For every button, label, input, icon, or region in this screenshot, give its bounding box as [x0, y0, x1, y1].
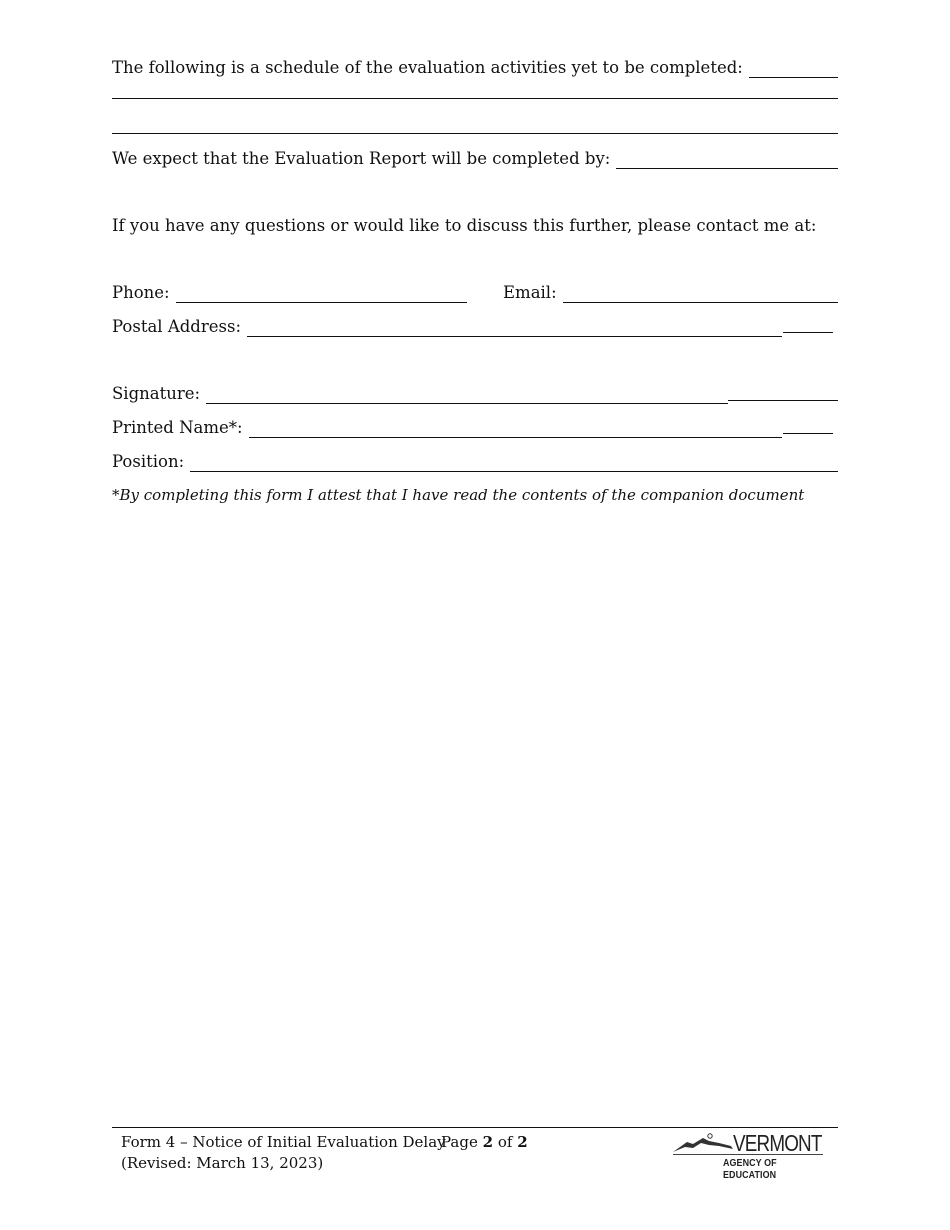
- signature-label: Signature:: [112, 384, 201, 403]
- expect-label: We expect that the Evaluation Report will be completed by:: [112, 149, 611, 168]
- schedule-field-line-2[interactable]: [112, 98, 838, 99]
- footer-page-number: [441, 1132, 528, 1153]
- page-total: 2: [517, 1133, 528, 1151]
- position-label: Position:: [112, 452, 185, 471]
- footer-divider: [112, 1127, 838, 1128]
- printed-name-field[interactable]: [249, 422, 782, 438]
- signature-field[interactable]: [206, 388, 728, 404]
- logo-rule: [673, 1154, 823, 1155]
- printed-name-row: [112, 418, 782, 438]
- page-of: of: [497, 1133, 513, 1151]
- schedule-field[interactable]: [749, 62, 838, 78]
- email-label: Email:: [503, 283, 557, 302]
- schedule-label: The following is a schedule of the evaluation activities yet to be completed:: [112, 58, 743, 77]
- footer-revised-date: (Revised: March 13, 2023): [121, 1154, 324, 1172]
- vermont-agency-logo: [673, 1130, 833, 1181]
- signature-row: [112, 384, 728, 404]
- email-field[interactable]: [563, 287, 838, 303]
- expect-date-field[interactable]: [616, 153, 838, 169]
- logo-wordmark: VERMONT: [733, 1130, 822, 1156]
- contact-text: If you have any questions or would like to discuss this further, please contact me at:: [112, 216, 817, 235]
- postal-row: [112, 317, 782, 337]
- printed-name-label: Printed Name*:: [112, 418, 243, 437]
- position-field[interactable]: [190, 456, 838, 472]
- page-current: 2: [482, 1133, 494, 1151]
- footer-form-title: Form 4 – Notice of Initial Evaluation Delay: [121, 1133, 446, 1151]
- schedule-row: [112, 58, 838, 78]
- phone-label: Phone:: [112, 283, 170, 302]
- signature-field-tail[interactable]: [728, 400, 838, 401]
- postal-field[interactable]: [247, 321, 782, 337]
- email-row: [503, 283, 838, 303]
- postal-field-tail[interactable]: [783, 332, 833, 333]
- page-prefix: Page: [441, 1133, 478, 1151]
- postal-label: Postal Address:: [112, 317, 242, 336]
- position-row: [112, 452, 838, 472]
- schedule-field-line-3[interactable]: [112, 133, 838, 134]
- phone-field[interactable]: [176, 287, 467, 303]
- attest-note: *By completing this form I attest that I have read the contents of the companion document: [112, 486, 805, 504]
- expect-row: [112, 149, 838, 169]
- printed-name-field-tail[interactable]: [783, 433, 833, 434]
- logo-subtitle: AGENCY OF EDUCATION: [723, 1157, 777, 1181]
- mountain-icon: [673, 1132, 735, 1154]
- phone-row: [112, 283, 467, 303]
